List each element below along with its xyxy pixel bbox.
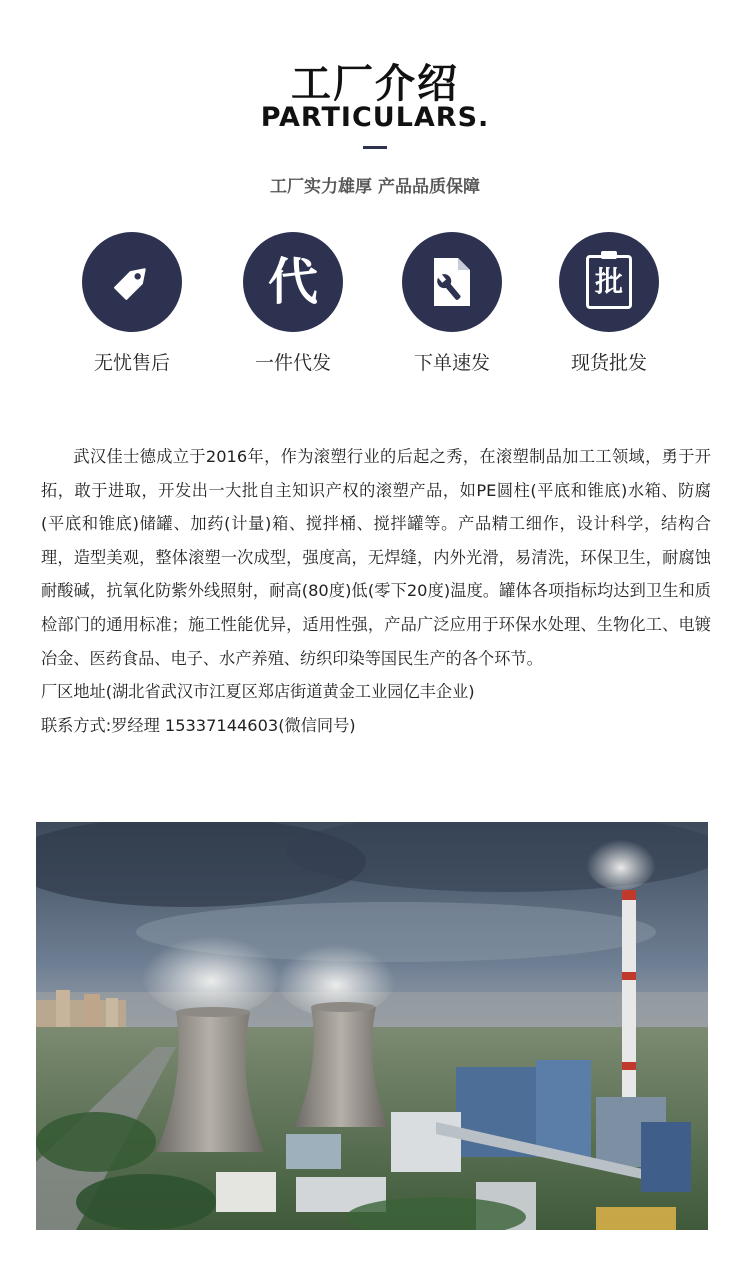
dai-character-icon: 代	[268, 253, 318, 311]
contact-info: 联系方式:罗经理 15337144603(微信同号)	[41, 715, 356, 735]
factory-photo	[36, 822, 708, 1230]
page-title-english: PARTICULARS.	[260, 102, 490, 133]
feature-item-dropship	[213, 232, 373, 375]
feature-circle	[559, 232, 659, 332]
price-tag-icon	[104, 254, 160, 310]
factory-address: 厂区地址(湖北省武汉市江夏区郑店街道黄金工业园亿丰企业)	[41, 682, 475, 702]
feature-label: 一件代发	[254, 352, 331, 374]
intro-paragraph: 武汉佳士德成立于2016年，作为滚塑行业的后起之秀，在滚塑制品加工工领域，勇于开拓，敢于进取，开发出一大批自主知识产权的滚塑产品，如PE圆柱(平底和锥底)水箱、防腐(平底和锥底)储罐、加药(计量)箱、搅拌桶、搅拌罐等。产品精工细作，设计科学，结构合理，造型美观，整体滚塑一次成型，强度高，无焊缝，内外光滑，易清洗，环保卫生，耐腐蚀耐酸碱，抗氧化防紫外线照射，耐高(80度)低(零下20度)温度。罐体各项指标均达到卫生和质检部门的通用标准；施工性能优异，适用性强，产品广泛应用于环保水处理、生物化工、电镀冶金、医药食品、电子、水产养殖、纺织印染等国民生产的各个环节。	[41, 447, 711, 668]
feature-label: 现货批发	[570, 352, 647, 374]
feature-circle	[243, 232, 343, 332]
feature-circle	[82, 232, 182, 332]
page-subtitle: 工厂实力雄厚 产品品质保障	[270, 177, 480, 197]
feature-label: 无忧售后	[93, 352, 170, 374]
feature-circle	[402, 232, 502, 332]
feature-item-wholesale	[529, 232, 689, 375]
feature-item-after-sales	[52, 232, 212, 375]
feature-list	[0, 232, 750, 382]
page-title: 工厂介绍	[291, 61, 459, 107]
company-intro	[41, 440, 711, 742]
title-divider	[363, 146, 387, 149]
document-wrench-icon	[424, 252, 480, 312]
clipboard-pi-icon: 批	[586, 255, 632, 309]
feature-item-fast-ship	[372, 232, 532, 375]
feature-label: 下单速发	[413, 352, 490, 374]
